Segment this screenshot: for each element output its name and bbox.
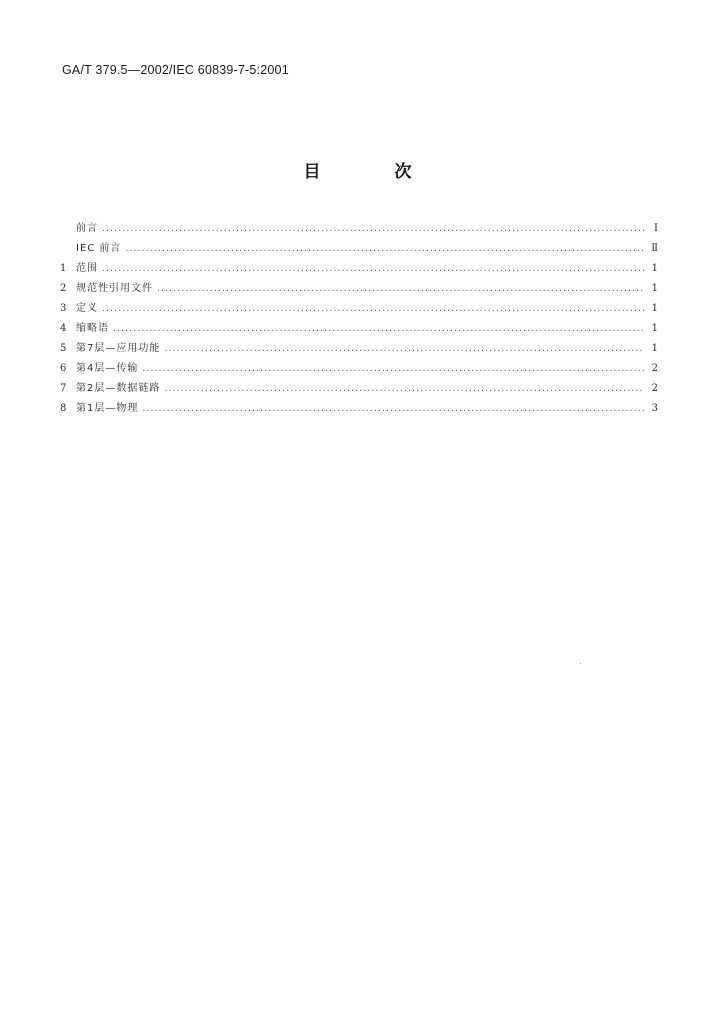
toc-entry-label: IEC 前言 [76,243,122,254]
dot-leader [142,399,644,419]
dot-leader [102,299,644,319]
toc-entry[interactable] [60,299,658,319]
dot-leader [164,379,644,399]
toc-entry-number: 3 [60,303,67,314]
toc-entry-number: 1 [60,263,67,274]
toc-entry-page: 1 [651,263,658,274]
toc-entry[interactable] [60,339,658,359]
toc-entry-page: I [654,223,658,234]
toc-entry-number: 7 [60,383,67,394]
toc-entry-label: 第2层—数据链路 [76,383,161,394]
toc-entry-number: 5 [60,343,67,354]
toc-entry-page: 3 [651,403,658,414]
toc-entry-label: 规范性引用文件 [76,283,153,294]
dot-leader [157,279,644,299]
toc-entry-page: Ⅱ [651,243,658,254]
toc-entry-label: 范围 [76,263,98,274]
toc-entry-label: 缩略语 [76,323,109,334]
toc-entry-page: 1 [651,283,658,294]
scan-speck [580,663,581,664]
toc-entry[interactable] [60,399,658,419]
toc-entry-label: 第4层—传输 [76,363,139,374]
dot-leader [125,239,644,259]
toc-entry-label: 第1层—物理 [76,403,139,414]
dot-leader [102,259,644,279]
dot-leader [102,219,644,239]
toc-entry-number: 4 [60,323,67,334]
dot-leader [113,319,644,339]
toc-entry-label: 定义 [76,303,98,314]
toc-entry[interactable] [60,239,658,259]
standard-code-header: GA/T 379.5—2002/IEC 60839-7-5:2001 [62,63,289,77]
toc-entry-page: 2 [651,383,658,394]
toc-entry[interactable] [60,279,658,299]
dot-leader [142,359,644,379]
toc-entry[interactable] [60,219,658,239]
toc-entry-page: 1 [651,323,658,334]
toc-entry-page: 1 [651,343,658,354]
toc-entry-page: 1 [651,303,658,314]
toc-entry-page: 2 [651,363,658,374]
toc-entry[interactable] [60,319,658,339]
toc-entry-label: 前言 [76,223,98,234]
toc-entry[interactable] [60,359,658,379]
toc-entry[interactable] [60,379,658,399]
toc-title: 目 次 [303,162,446,182]
toc-entry-label: 第7层—应用功能 [76,343,161,354]
dot-leader [164,339,644,359]
toc-entry[interactable] [60,259,658,279]
toc-entry-number: 2 [60,283,67,294]
table-of-contents [60,219,658,419]
toc-entry-number: 6 [60,363,67,374]
toc-entry-number: 8 [60,403,67,414]
